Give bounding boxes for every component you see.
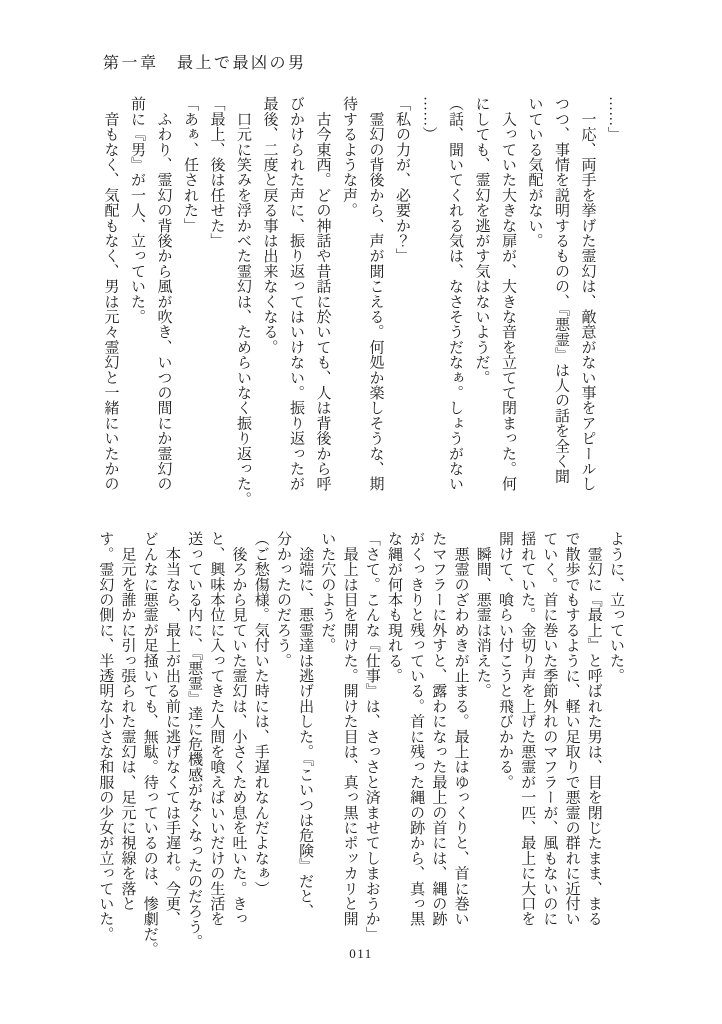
text-column: ていく。首に巻いた季節外れのマフラーが、風もないのに [541, 531, 558, 927]
text-column: 入っていた大きな扉が、大きな音を立てて閉まった。何 [500, 96, 516, 492]
text-column: 霊幻に『最上』と呼ばれた男は、目を閉じたまま、まる [585, 531, 602, 927]
text-column: びかけられた声に、振り返ってはいけない。振り返ったが [288, 96, 304, 492]
text-column: ……） [420, 96, 437, 142]
text-column: 瞬間、悪霊は消えた。 [474, 531, 491, 699]
text-column: 古今東西。どの神話や昔話に於いても、人は背後から呼 [314, 96, 331, 492]
text-column: 「あぁ、任された」 [182, 96, 198, 233]
text-column: 足元を誰かに引っ張られた霊幻は、足元に視線を落と [119, 531, 136, 911]
text-column: 最後、二度と戻る事は出来なくなる。 [261, 96, 278, 355]
text-column: 送っている内に、『悪霊』達に危機感がなくなったのだろう。 [186, 531, 203, 950]
text-column: 揺れていた。金切り声を上げた悪霊が一匹、最上に大口を [519, 531, 536, 927]
text-column: 一応、両手を挙げた霊幻は、敵意がない事をアピールし [579, 96, 596, 492]
text-column: 分かったのだろう。 [274, 531, 291, 668]
text-column: 待するような声。 [341, 96, 357, 218]
text-column: と、興味本位に入ってきた人間を喰えばいいだけの生活を [208, 531, 225, 927]
text-column: （ご愁傷様。気付いた時には、手遅れなんだよなぁ） [252, 531, 269, 896]
text-column: たマフラーに外すと、露わになった最上の首には、縄の跡 [430, 531, 447, 927]
text-column: 「私の力が、必要か？」 [394, 96, 410, 264]
text-column: な縄が何本も現れる。 [385, 531, 402, 683]
text-column: （話、聞いてくれる気は、なさそうだなぁ。しょうがない [447, 96, 463, 492]
text-column: いている気配がない。 [526, 96, 543, 248]
text-column: 開けて、喰らい付こうと飛びかかる。 [496, 531, 513, 790]
text-column: つつ、事情を説明するものの、『悪霊』は人の話を全く聞 [553, 96, 569, 484]
text-column: 「さて。こんな『仕事』は、さっさと済ませてしまおうか」 [363, 531, 380, 942]
text-column: 途端に、悪霊達は逃げ出した。『こいつは危険』だと、 [297, 531, 314, 919]
text-column: 前に『男』が一人、立っていた。 [129, 96, 145, 324]
text-column: ように、立っていた。 [608, 531, 624, 683]
text-column: 「最上、後は任せた」 [208, 96, 225, 248]
text-column: 口元に笑みを浮かべた霊幻は、ためらいなく振り返った。 [235, 96, 251, 507]
text-column: ……」 [606, 96, 622, 142]
text-column: 後ろから見ていた霊幻は、小さくため息を吐いた。きっ [230, 531, 247, 927]
text-column: 本当なら、最上が出る前に逃げなくては手遅れ。今更、 [163, 531, 180, 927]
chapter-heading: 第一章 最上で最凶の男 [103, 55, 307, 72]
text-column: どんなに悪霊が足掻いても、無駄。待っているのは、惨劇だ。 [141, 531, 158, 957]
text-column: す。霊幻の側に、半透明な小さな和服の少女が立っていた。 [97, 531, 114, 942]
text-column: 悪霊のざわめきが止まる。最上はゆっくりと、首に巻い [452, 531, 469, 927]
page-number: 011 [349, 946, 373, 961]
text-column: 最上は目を開けた。開けた目は、真っ黒にポッカリと開 [341, 531, 358, 927]
text-column: ふわり、霊幻の背後から風が吹き、いつの間にか霊幻の [155, 96, 172, 492]
text-column: で散歩でもするように、軽い足取りで悪霊の群れに近付い [563, 531, 580, 927]
text-column: がくっきりと残っている。首に残った縄の跡から、真っ黒 [408, 531, 425, 927]
upper-text-block [97, 96, 627, 516]
text-column: 霊幻の背後から、声が聞こえる。何処か楽しそうな、期 [367, 96, 384, 492]
text-column: 音もなく、気配もなく、男は元々霊幻と一緒にいたかの [102, 96, 119, 492]
text-column: にしても、霊幻を逃がす気はないようだ。 [473, 96, 490, 385]
text-column: いた穴のようだ。 [319, 531, 336, 653]
